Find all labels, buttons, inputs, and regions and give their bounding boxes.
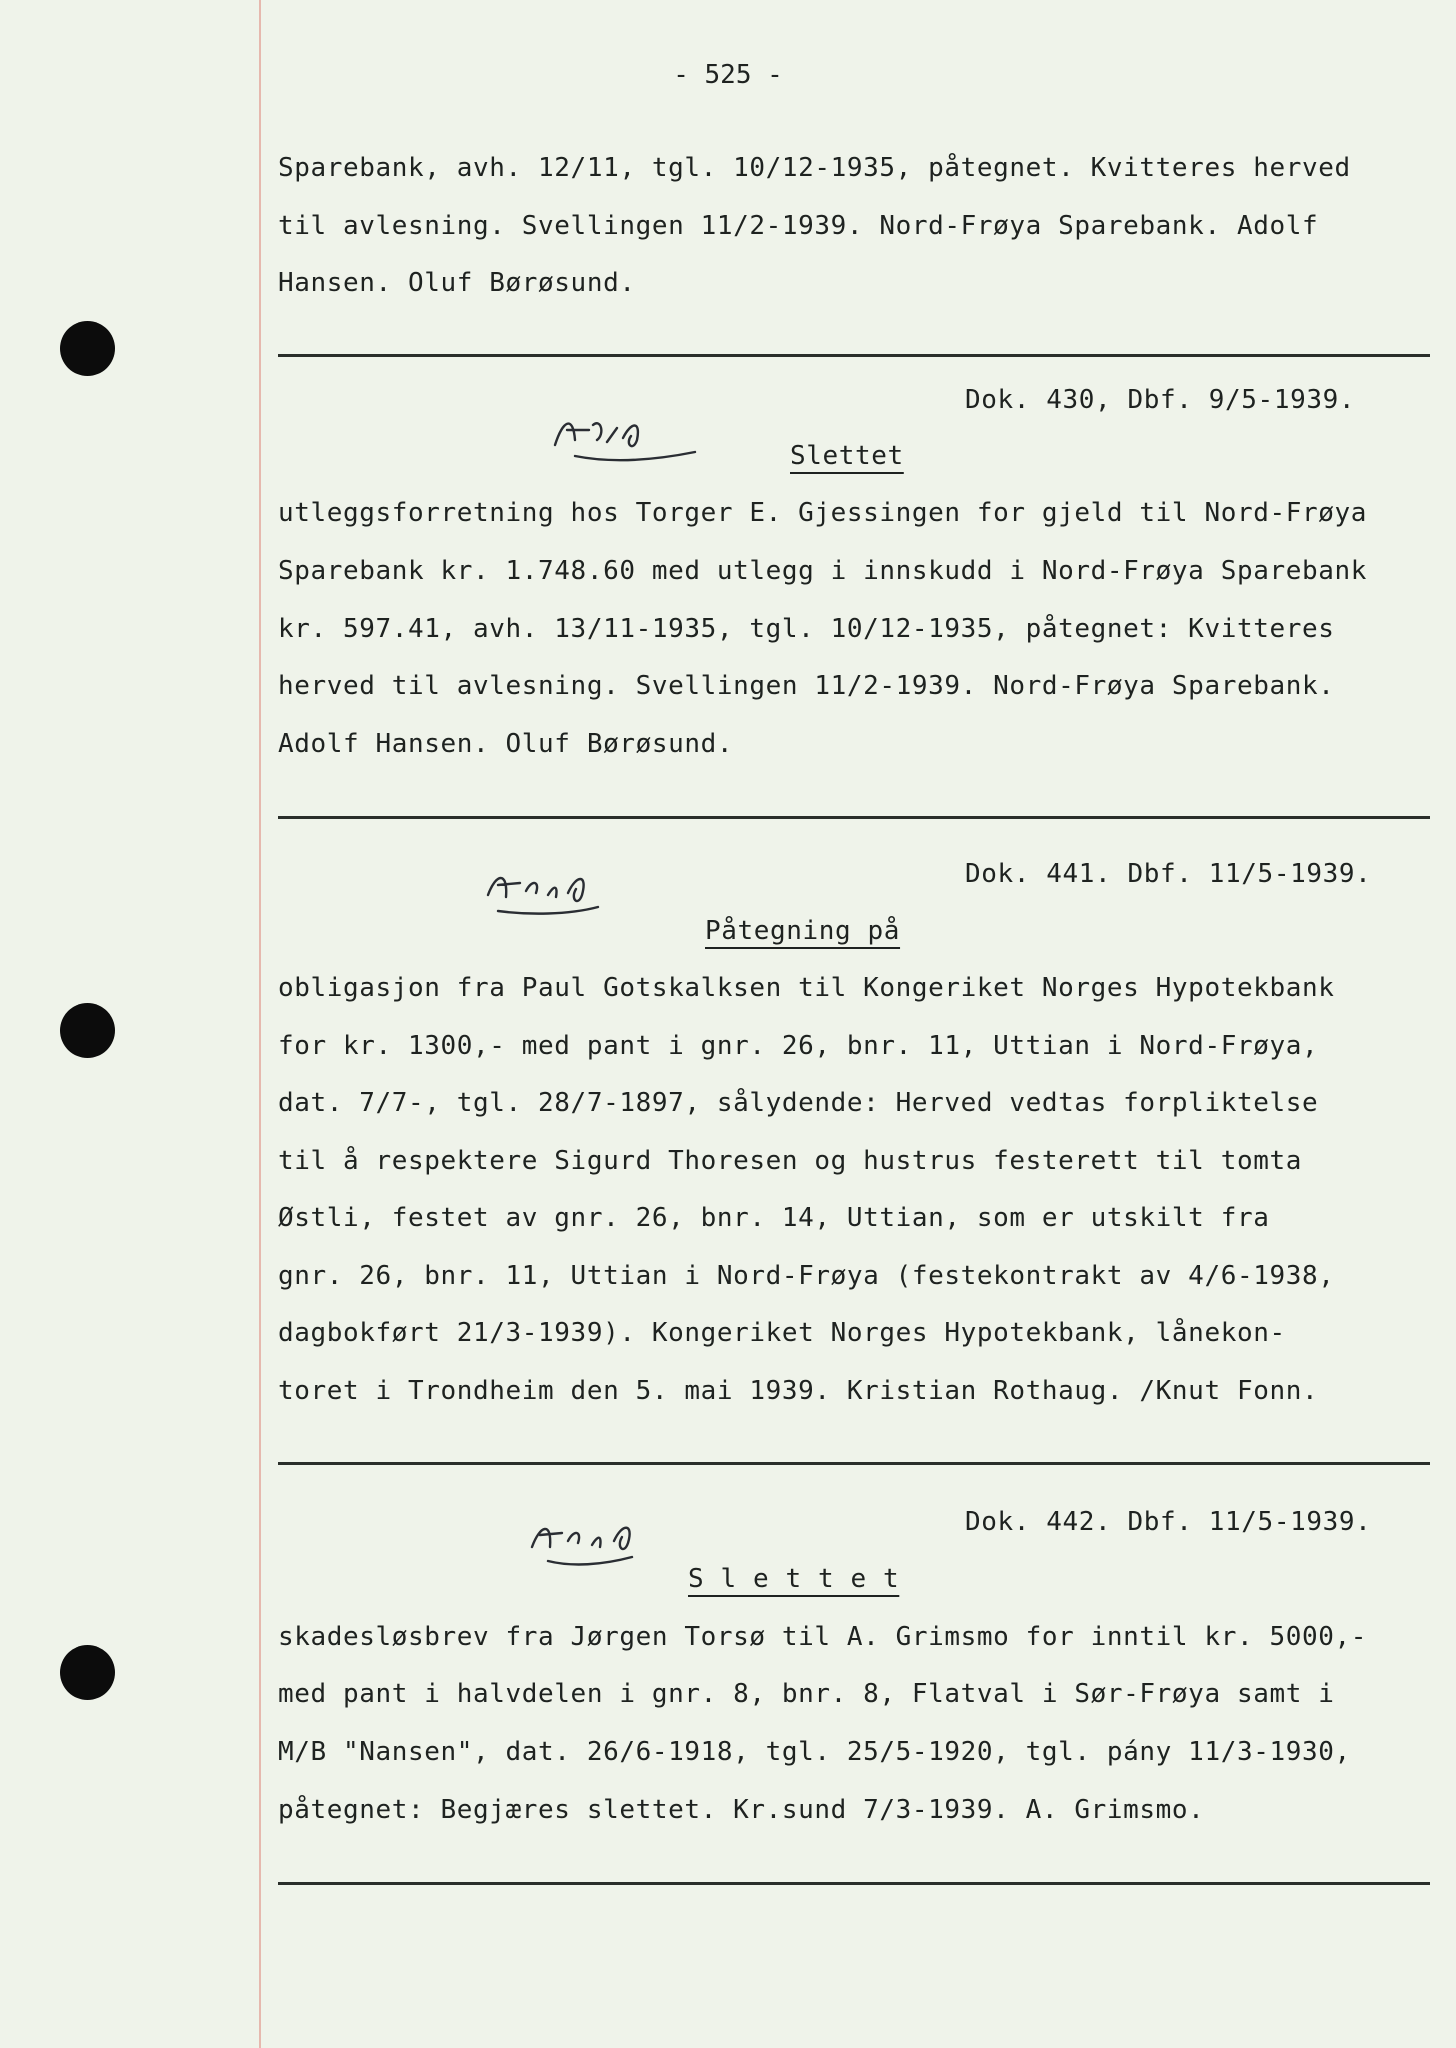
text-line: Sparebank, avh. 12/11, tgl. 10/12-1935, påtegnet. Kvitteres herved [278, 153, 1351, 183]
margin-line [259, 0, 261, 2048]
text-line: herved til avlesning. Svellingen 11/2-1939. Nord-Frøya Sparebank. [278, 671, 1335, 701]
text-line: Østli, festet av gnr. 26, bnr. 14, Uttian, som er utskilt fra [278, 1203, 1270, 1233]
document-reference: Dok. 430, Dbf. 9/5-1939. [965, 385, 1356, 415]
handwritten-initials [478, 855, 648, 925]
punch-hole [60, 1003, 115, 1058]
entry-heading: S l e t t e t [688, 1564, 900, 1594]
section-divider [278, 1882, 1430, 1885]
text-line: dagbokført 21/3-1939). Kongeriket Norges Hypotekbank, lånekon- [278, 1318, 1286, 1348]
text-line: med pant i halvdelen i gnr. 8, bnr. 8, Flatval i Sør-Frøya samt i [278, 1679, 1335, 1709]
text-line: M/B "Nansen", dat. 26/6-1918, tgl. 25/5-1920, tgl. pány 11/3-1930, [278, 1737, 1351, 1767]
section-divider [278, 816, 1430, 819]
text-line: for kr. 1300,- med pant i gnr. 26, bnr. 11, Uttian i Nord-Frøya, [278, 1031, 1319, 1061]
text-line: utleggsforretning hos Torger E. Gjessingen for gjeld til Nord-Frøya [278, 498, 1367, 528]
document-reference: Dok. 441. Dbf. 11/5-1939. [965, 859, 1372, 889]
text-line: toret i Trondheim den 5. mai 1939. Kristian Rothaug. /Knut Fonn. [278, 1376, 1319, 1406]
section-divider [278, 354, 1430, 357]
text-line: Sparebank kr. 1.748.60 med utlegg i innskudd i Nord-Frøya Sparebank [278, 556, 1367, 586]
text-line: skadesløsbrev fra Jørgen Torsø til A. Grimsmo for inntil kr. 5000,- [278, 1622, 1367, 1652]
text-line: Adolf Hansen. Oluf Børøsund. [278, 729, 734, 759]
page-number: - 525 - [673, 60, 783, 90]
text-line: Hansen. Oluf Børøsund. [278, 268, 636, 298]
entry-heading: Slettet [790, 441, 904, 471]
punch-hole [60, 1645, 115, 1700]
text-line: obligasjon fra Paul Gotskalksen til Kongeriket Norges Hypotekbank [278, 973, 1335, 1003]
text-line: påtegnet: Begjæres slettet. Kr.sund 7/3-1939. A. Grimsmo. [278, 1795, 1205, 1825]
section-divider [278, 1462, 1430, 1465]
text-line: til avlesning. Svellingen 11/2-1939. Nord-Frøya Sparebank. Adolf [278, 211, 1319, 241]
entry-heading: Påtegning på [705, 916, 901, 946]
text-line: til å respektere Sigurd Thoresen og hustrus festerett til tomta [278, 1146, 1302, 1176]
handwritten-initials [545, 400, 715, 470]
punch-hole [60, 321, 115, 376]
text-line: dat. 7/7-, tgl. 28/7-1897, sålydende: Herved vedtas forpliktelse [278, 1088, 1319, 1118]
handwritten-initials [522, 1505, 692, 1575]
text-line: kr. 597.41, avh. 13/11-1935, tgl. 10/12-1935, påtegnet: Kvitteres [278, 614, 1335, 644]
text-line: gnr. 26, bnr. 11, Uttian i Nord-Frøya (festekontrakt av 4/6-1938, [278, 1261, 1335, 1291]
document-reference: Dok. 442. Dbf. 11/5-1939. [965, 1507, 1372, 1537]
